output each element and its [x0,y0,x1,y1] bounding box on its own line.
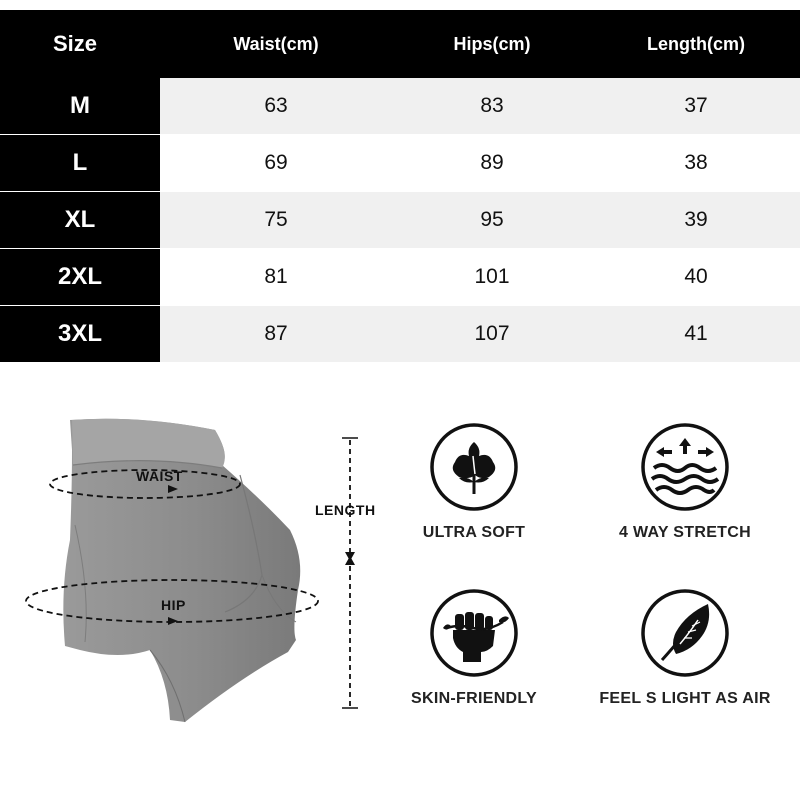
feature-ultra-soft [364,422,584,542]
waist-cell: 63 [160,78,392,134]
table-row [0,78,800,134]
length-cell: 37 [592,78,800,134]
feature-4-way-stretch [575,422,795,542]
cotton-flower-icon [429,422,519,512]
header-waist: Waist(cm) [233,33,319,54]
hip-label: HIP [161,597,186,613]
length-label: LENGTH [315,502,376,518]
waist-cell: 69 [160,135,392,191]
waist-label: WAIST [136,468,183,484]
waist-cell: 87 [160,306,392,362]
shorts-measurement-illustration [0,360,400,800]
feature-skin-friendly [364,588,584,708]
feature-label: SKIN-FRIENDLY [411,690,537,707]
header-length: Length(cm) [647,33,745,54]
table-row [0,192,800,248]
hips-cell: 95 [392,192,592,248]
length-cell: 38 [592,135,800,191]
size-cell: 3XL [0,306,160,362]
stretch-arrows-icon [640,422,730,512]
header-hips: Hips(cm) [453,33,531,54]
feature-label: ULTRA SOFT [422,524,526,541]
size-cell: 2XL [0,249,160,305]
hips-cell: 83 [392,78,592,134]
table-row [0,135,800,191]
length-cell: 41 [592,306,800,362]
table-row [0,249,800,305]
fist-leaf-icon [429,588,519,678]
feather-icon [640,588,730,678]
table-header-row [0,10,800,78]
table-row [0,306,800,362]
hips-cell: 89 [392,135,592,191]
feature-label: FEEL S LIGHT AS AIR [599,690,771,707]
length-cell: 39 [592,192,800,248]
feature-light-as-air [575,588,795,708]
size-cell: M [0,78,160,134]
feature-label: 4 WAY STRETCH [619,524,751,541]
size-cell: XL [0,192,160,248]
size-cell: L [0,135,160,191]
length-cell: 40 [592,249,800,305]
hips-cell: 101 [392,249,592,305]
shorts-icon [0,360,400,800]
header-size: Size [52,31,98,56]
size-chart-table [0,10,800,362]
waist-cell: 81 [160,249,392,305]
waist-cell: 75 [160,192,392,248]
hips-cell: 107 [392,306,592,362]
